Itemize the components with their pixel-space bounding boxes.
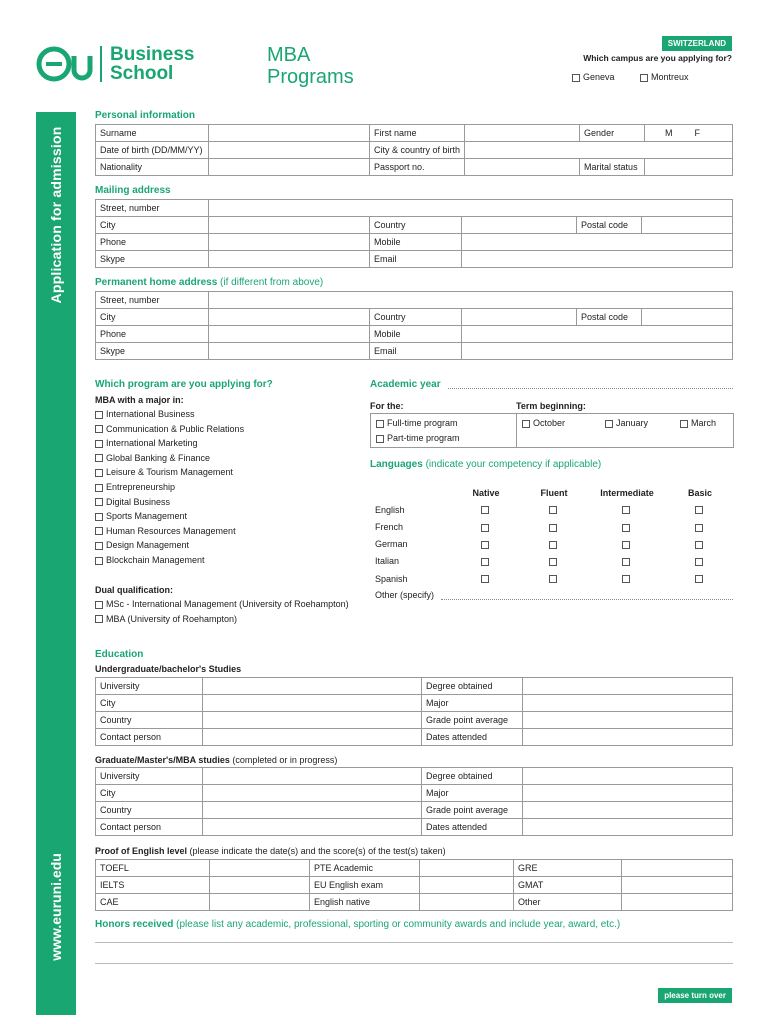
postal-field[interactable] — [642, 217, 733, 234]
campus-question: Which campus are you applying for? — [583, 53, 732, 63]
major-option[interactable]: Leisure & Tourism Management — [95, 465, 244, 480]
personal-table: Surname First name Gender M F Date of birth (DD/MM/YY) City & country of birth Nationality Passport no. Marital status — [95, 124, 733, 176]
checkbox-icon[interactable] — [640, 74, 648, 82]
language-checkbox[interactable] — [549, 558, 557, 566]
languages-title: Languages (indicate your competency if applicable) — [370, 459, 602, 470]
dual-option[interactable]: MBA (University of Roehampton) — [95, 612, 349, 627]
first-name-field[interactable] — [465, 125, 580, 142]
surname-field[interactable] — [209, 125, 370, 142]
sidebar-title: Application for admission — [48, 126, 64, 304]
major-option[interactable]: Digital Business — [95, 495, 244, 510]
ug-contact-field[interactable] — [203, 729, 422, 746]
language-checkbox[interactable] — [622, 524, 630, 532]
for-label: For the: — [370, 401, 404, 411]
other-test-field[interactable] — [622, 894, 733, 911]
grad-major-field[interactable] — [523, 785, 733, 802]
ug-university-field[interactable] — [203, 678, 422, 695]
mailing-title: Mailing address — [95, 185, 171, 196]
ug-degree-field[interactable] — [523, 678, 733, 695]
honors-title: Honors received (please list any academic, professional, sporting or community awards and include year, award, etc.) — [95, 919, 621, 930]
perm-mobile-field[interactable] — [462, 326, 733, 343]
grad-contact-field[interactable] — [203, 819, 422, 836]
major-option[interactable]: Sports Management — [95, 509, 244, 524]
academic-box — [370, 413, 734, 448]
perm-country-field[interactable] — [462, 309, 577, 326]
major-option[interactable]: International Marketing — [95, 436, 244, 451]
checkbox-icon[interactable] — [572, 74, 580, 82]
logo-line2: School — [110, 63, 174, 84]
english-heading: Proof of English level (please indicate the date(s) and the score(s) of the test(s) taken) — [95, 846, 446, 856]
ug-gpa-field[interactable] — [523, 712, 733, 729]
perm-email-field[interactable] — [462, 343, 733, 360]
ielts-score-field[interactable] — [210, 877, 310, 894]
language-checkbox[interactable] — [481, 506, 489, 514]
term-october[interactable]: October — [522, 418, 565, 428]
honors-line-1[interactable] — [95, 942, 733, 943]
city-field[interactable] — [209, 217, 370, 234]
nationality-field[interactable] — [209, 159, 370, 176]
major-option[interactable]: Blockchain Management — [95, 553, 244, 568]
cae-score-field[interactable] — [210, 894, 310, 911]
logo-divider — [100, 46, 102, 82]
language-checkbox[interactable] — [481, 541, 489, 549]
ug-table: University Degree obtained City Major Country Grade point average Contact person Dates attended — [95, 677, 733, 746]
country-field[interactable] — [462, 217, 577, 234]
passport-field[interactable] — [465, 159, 580, 176]
language-checkbox[interactable] — [695, 575, 703, 583]
eu-logo-icon — [36, 44, 96, 84]
parttime-option[interactable]: Part-time program — [376, 433, 460, 443]
term-label: Term beginning: — [516, 401, 586, 411]
dual-option[interactable]: MSc - International Management (University of Roehampton) — [95, 597, 349, 612]
grad-university-field[interactable] — [203, 768, 422, 785]
program-title-2: Programs — [267, 66, 354, 88]
birthplace-field[interactable] — [465, 142, 733, 159]
education-title: Education — [95, 649, 144, 660]
academic-title: Academic year — [370, 379, 441, 390]
dob-field[interactable] — [209, 142, 370, 159]
logo-line1: Business — [110, 44, 195, 65]
sidebar-url: www.euruni.edu — [48, 853, 64, 961]
mobile-field[interactable] — [462, 234, 733, 251]
term-march[interactable]: March — [680, 418, 716, 428]
permanent-title: Permanent home address (if different from above) — [95, 277, 324, 288]
major-heading: MBA with a major in: — [95, 395, 184, 405]
grad-city-field[interactable] — [203, 785, 422, 802]
language-checkbox[interactable] — [481, 524, 489, 532]
country-badge: SWITZERLAND — [662, 36, 732, 51]
toefl-score-field[interactable] — [210, 860, 310, 877]
language-checkbox[interactable] — [622, 558, 630, 566]
dual-heading: Dual qualification: — [95, 585, 174, 595]
perm-city-field[interactable] — [209, 309, 370, 326]
major-option[interactable]: Human Resources Management — [95, 524, 244, 539]
majors-list — [95, 407, 244, 568]
grad-gpa-field[interactable] — [523, 802, 733, 819]
academic-year-line[interactable] — [448, 388, 733, 389]
language-checkbox[interactable] — [695, 524, 703, 532]
grad-heading: Graduate/Master's/MBA studies (completed or in progress) — [95, 755, 338, 765]
fulltime-option[interactable]: Full-time program — [376, 418, 458, 428]
language-checkbox[interactable] — [549, 575, 557, 583]
major-option[interactable]: Entrepreneurship — [95, 480, 244, 495]
honors-line-2[interactable] — [95, 963, 733, 964]
language-checkbox[interactable] — [481, 575, 489, 583]
language-checkbox[interactable] — [695, 541, 703, 549]
email-field[interactable] — [462, 251, 733, 268]
ug-dates-field[interactable] — [523, 729, 733, 746]
ug-country-field[interactable] — [203, 712, 422, 729]
pte-score-field[interactable] — [420, 860, 514, 877]
grad-degree-field[interactable] — [523, 768, 733, 785]
campus-montreux[interactable]: Montreux — [640, 72, 689, 82]
language-checkbox[interactable] — [695, 506, 703, 514]
language-checkbox[interactable] — [622, 506, 630, 514]
gre-score-field[interactable] — [622, 860, 733, 877]
turn-over-badge: please turn over — [658, 988, 732, 1003]
grad-table: University Degree obtained City Major Country Grade point average Contact person Dates attended — [95, 767, 733, 836]
perm-phone-field[interactable] — [209, 326, 370, 343]
campus-geneva[interactable]: Geneva — [572, 72, 615, 82]
dual-list — [95, 597, 349, 626]
skype-field[interactable] — [209, 251, 370, 268]
major-option[interactable]: International Business — [95, 407, 244, 422]
grad-dates-field[interactable] — [523, 819, 733, 836]
language-checkbox[interactable] — [622, 575, 630, 583]
personal-title: Personal information — [95, 110, 196, 121]
street-field[interactable] — [209, 200, 733, 217]
languages-table: Native Fluent Intermediate Basic English French German Italian Spanish — [375, 487, 713, 584]
other-language-label: Other (specify) — [375, 590, 435, 600]
english-table: TOEFL PTE Academic GRE IELTS EU English exam GMAT CAE English native Other — [95, 859, 733, 911]
program-title-1: MBA — [267, 44, 311, 66]
language-checkbox[interactable] — [481, 558, 489, 566]
mailing-table: Street, number City Country Postal code Phone Mobile Skype Email — [95, 199, 733, 268]
perm-street-field[interactable] — [209, 292, 733, 309]
language-checkbox[interactable] — [549, 541, 557, 549]
language-checkbox[interactable] — [622, 541, 630, 549]
ug-heading: Undergraduate/bachelor's Studies — [95, 664, 242, 674]
phone-field[interactable] — [209, 234, 370, 251]
gender-field[interactable]: M F — [645, 125, 733, 142]
eu-exam-score-field[interactable] — [420, 877, 514, 894]
major-option[interactable]: Communication & Public Relations — [95, 422, 244, 437]
major-option[interactable]: Global Banking & Finance — [95, 451, 244, 466]
language-checkbox[interactable] — [549, 506, 557, 514]
language-checkbox[interactable] — [695, 558, 703, 566]
perm-skype-field[interactable] — [209, 343, 370, 360]
native-field[interactable] — [420, 894, 514, 911]
program-title: Which program are you applying for? — [95, 379, 273, 390]
term-january[interactable]: January — [605, 418, 648, 428]
major-option[interactable]: Design Management — [95, 538, 244, 553]
gmat-score-field[interactable] — [622, 877, 733, 894]
marital-field[interactable] — [645, 159, 733, 176]
other-language-line[interactable] — [441, 599, 733, 600]
permanent-table: Street, number City Country Postal code Phone Mobile Skype Email — [95, 291, 733, 360]
ug-major-field[interactable] — [523, 695, 733, 712]
language-checkbox[interactable] — [549, 524, 557, 532]
grad-country-field[interactable] — [203, 802, 422, 819]
ug-city-field[interactable] — [203, 695, 422, 712]
perm-postal-field[interactable] — [642, 309, 733, 326]
